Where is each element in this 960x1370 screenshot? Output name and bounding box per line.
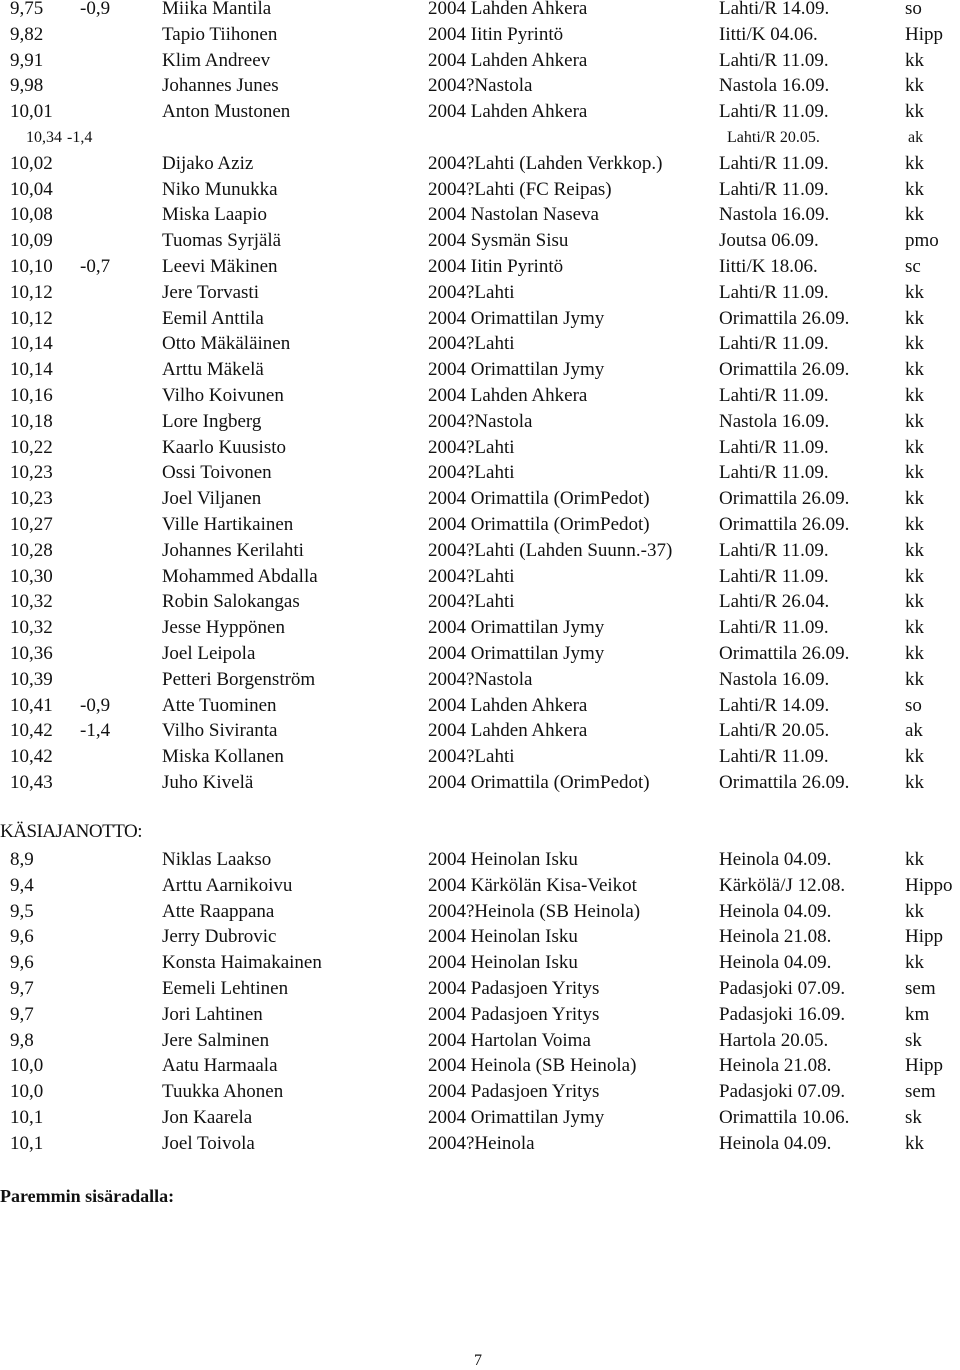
competition-code: sem xyxy=(905,977,936,999)
competition-code: sc xyxy=(905,255,921,277)
athlete-name: Atte Tuominen xyxy=(162,694,277,716)
club-cell: 2004 Heinolan Isku xyxy=(428,849,578,870)
result-cell: 10,42 xyxy=(10,720,53,742)
competition-code: sem xyxy=(905,1081,936,1103)
athlete-name: Otto Mäkäläinen xyxy=(162,333,291,355)
club-cell: 2004 Kärkölän Kisa-Veikot xyxy=(428,874,637,896)
venue-date: Padasjoki 07.09. xyxy=(719,977,846,999)
club-cell: 2004 Orimattilan Jymy xyxy=(428,359,605,381)
venue-date: Lahti/R 11.09. xyxy=(719,565,829,587)
wind-cell: -0,9 xyxy=(80,694,111,716)
competition-code: kk xyxy=(905,410,924,432)
table-row xyxy=(0,460,960,486)
table-row xyxy=(0,1002,960,1028)
table-row xyxy=(0,331,960,357)
club-cell: 2004?Nastola xyxy=(428,410,533,432)
result-cell: 10,32 xyxy=(10,591,53,613)
venue-date: Lahti/R 11.09. xyxy=(719,746,829,768)
club-cell: 2004?Lahti xyxy=(428,591,515,613)
club-cell: 2004 Padasjoen Yritys xyxy=(428,1003,600,1025)
wind-cell: -0,7 xyxy=(80,255,111,277)
result-cell: 10,34 xyxy=(26,128,62,146)
sub-heading-indoor: Paremmin sisäradalla: xyxy=(0,1186,175,1206)
competition-code: Hipp xyxy=(905,1055,943,1077)
table-row xyxy=(0,22,960,48)
result-cell: 10,01 xyxy=(10,101,53,123)
club-cell: 2004 Orimattilan Jymy xyxy=(428,1106,605,1128)
athlete-name: Petteri Borgenström xyxy=(162,668,316,690)
table-row xyxy=(0,73,960,99)
result-cell: 10,12 xyxy=(10,307,53,329)
club-cell: 2004?Lahti (FC Reipas) xyxy=(428,178,612,200)
athlete-name: Juho Kivelä xyxy=(162,771,254,793)
venue-date: Lahti/R 11.09. xyxy=(719,617,829,639)
result-cell: 10,14 xyxy=(10,333,53,355)
results-table-hand-timing xyxy=(0,847,960,1157)
venue-date: Lahti/R 14.09. xyxy=(719,0,830,19)
table-row xyxy=(0,641,960,667)
competition-code: kk xyxy=(905,178,924,200)
competition-code: kk xyxy=(905,617,924,639)
competition-code: kk xyxy=(905,1132,924,1154)
venue-date: Orimattila 26.09. xyxy=(719,642,850,664)
competition-code: kk xyxy=(905,668,924,690)
competition-code: kk xyxy=(905,281,924,303)
club-cell: 2004?Lahti xyxy=(428,746,515,768)
result-cell: 9,7 xyxy=(10,1003,34,1025)
result-cell: 10,23 xyxy=(10,462,53,484)
venue-date: Lahti/R 11.09. xyxy=(719,462,829,484)
club-cell: 2004 Heinolan Isku xyxy=(428,952,578,974)
wind-cell: -1,4 xyxy=(80,720,111,742)
athlete-name: Tapio Tiihonen xyxy=(162,23,278,45)
competition-code: kk xyxy=(905,75,924,97)
club-cell: 2004 Orimattila (OrimPedot) xyxy=(428,771,650,793)
result-cell: 9,98 xyxy=(10,75,44,97)
venue-date: Lahti/R 26.04. xyxy=(719,591,830,613)
athlete-name: Arttu Mäkelä xyxy=(162,359,264,381)
table-row xyxy=(0,950,960,976)
venue-date: Kärkölä/J 12.08. xyxy=(719,874,846,896)
competition-code: Hippo xyxy=(905,874,953,896)
wind-cell: -0,9 xyxy=(80,0,111,19)
club-cell: 2004 Lahden Ahkera xyxy=(428,101,588,123)
club-cell: 2004?Lahti xyxy=(428,281,515,303)
athlete-name: Aatu Harmaala xyxy=(162,1055,278,1077)
table-row xyxy=(0,1131,960,1157)
table-row xyxy=(0,976,960,1002)
athlete-name: Jere Torvasti xyxy=(162,281,259,303)
club-cell: 2004 Orimattila (OrimPedot) xyxy=(428,513,650,535)
athlete-name: Jesse Hyppönen xyxy=(162,617,285,639)
venue-date: Iitti/K 18.06. xyxy=(719,255,818,277)
table-row xyxy=(0,409,960,435)
club-cell: 2004 Orimattila (OrimPedot) xyxy=(428,488,650,510)
table-row xyxy=(0,228,960,254)
result-cell: 10,16 xyxy=(10,384,53,406)
table-row xyxy=(0,486,960,512)
club-cell: 2004 Lahden Ahkera xyxy=(428,694,588,716)
competition-code: so xyxy=(905,0,922,19)
result-cell: 9,5 xyxy=(10,900,34,922)
table-row xyxy=(0,770,960,796)
competition-code: km xyxy=(905,1003,930,1025)
competition-code: sk xyxy=(905,1106,922,1128)
result-cell: 9,6 xyxy=(10,952,34,974)
competition-code: kk xyxy=(905,333,924,355)
athlete-name: Tuukka Ahonen xyxy=(162,1081,284,1103)
competition-code: kk xyxy=(905,436,924,458)
table-row xyxy=(0,177,960,203)
table-row xyxy=(0,847,960,873)
competition-code: kk xyxy=(905,642,924,664)
club-cell: 2004 Padasjoen Yritys xyxy=(428,1081,600,1103)
athlete-name: Klim Andreev xyxy=(162,49,271,71)
club-cell: 2004 Lahden Ahkera xyxy=(428,49,588,71)
table-row xyxy=(0,615,960,641)
athlete-name: Johannes Junes xyxy=(162,75,279,97)
result-cell: 10,32 xyxy=(10,617,53,639)
club-cell: 2004 Heinola (SB Heinola) xyxy=(428,1055,637,1077)
competition-code: sk xyxy=(905,1029,922,1051)
table-row xyxy=(0,924,960,950)
athlete-name: Vilho Siviranta xyxy=(162,720,278,742)
venue-date: Orimattila 10.06. xyxy=(719,1106,850,1128)
result-cell: 8,9 xyxy=(10,849,34,870)
table-row xyxy=(0,202,960,228)
athlete-name: Leevi Mäkinen xyxy=(162,255,278,277)
club-cell: 2004 Padasjoen Yritys xyxy=(428,977,600,999)
venue-date: Lahti/R 11.09. xyxy=(719,436,829,458)
result-cell: 9,75 xyxy=(10,0,44,19)
athlete-name: Anton Mustonen xyxy=(162,101,291,123)
venue-date: Lahti/R 11.09. xyxy=(719,49,829,71)
table-row xyxy=(0,99,960,125)
athlete-name: Konsta Haimakainen xyxy=(162,952,322,974)
athlete-name: Lore Ingberg xyxy=(162,410,262,432)
competition-code: kk xyxy=(905,307,924,329)
venue-date: Hartola 20.05. xyxy=(719,1029,829,1051)
table-row xyxy=(0,538,960,564)
athlete-name: Niklas Laakso xyxy=(162,849,272,870)
venue-date: Heinola 04.09. xyxy=(719,849,832,870)
club-cell: 2004?Heinola xyxy=(428,1132,535,1154)
competition-code: kk xyxy=(905,746,924,768)
result-cell: 10,0 xyxy=(10,1055,44,1077)
venue-date: Joutsa 06.09. xyxy=(719,230,819,252)
competition-code: kk xyxy=(905,384,924,406)
competition-code: kk xyxy=(905,952,924,974)
table-row xyxy=(0,873,960,899)
table-row xyxy=(0,254,960,280)
result-cell: 10,30 xyxy=(10,565,53,587)
result-cell: 10,08 xyxy=(10,204,53,226)
venue-date: Lahti/R 11.09. xyxy=(719,152,829,174)
result-cell: 10,1 xyxy=(10,1132,44,1154)
venue-date: Lahti/R 11.09. xyxy=(719,384,829,406)
club-cell: 2004?Lahti (Lahden Suunn.-37) xyxy=(428,539,673,561)
result-cell: 10,42 xyxy=(10,746,53,768)
result-cell: 10,39 xyxy=(10,668,53,690)
club-cell: 2004 Orimattilan Jymy xyxy=(428,642,605,664)
table-row xyxy=(0,718,960,744)
club-cell: 2004?Lahti xyxy=(428,462,515,484)
club-cell: 2004?Nastola xyxy=(428,75,533,97)
result-cell: 10,14 xyxy=(10,359,53,381)
athlete-name: Niko Munukka xyxy=(162,178,278,200)
venue-date: Iitti/K 04.06. xyxy=(719,23,818,45)
competition-code: Hipp xyxy=(905,926,943,948)
section-title-hand-timing: KÄSIAJANOTTO: xyxy=(0,821,142,842)
result-cell: 10,36 xyxy=(10,642,53,664)
result-cell: 9,4 xyxy=(10,874,34,896)
athlete-name: Ossi Toivonen xyxy=(162,462,272,484)
result-cell: 10,27 xyxy=(10,513,53,535)
wind-cell: -1,4 xyxy=(67,128,93,146)
athlete-name: Jerry Dubrovic xyxy=(162,926,277,948)
club-cell: 2004 Iitin Pyrintö xyxy=(428,255,564,277)
competition-code: kk xyxy=(905,849,924,870)
club-cell: 2004 Nastolan Naseva xyxy=(428,204,599,226)
athlete-name: Miika Mantila xyxy=(162,0,272,19)
venue-date: Orimattila 26.09. xyxy=(719,771,850,793)
result-cell: 10,04 xyxy=(10,178,53,200)
club-cell: 2004 Orimattilan Jymy xyxy=(428,307,605,329)
table-row xyxy=(0,744,960,770)
venue-date: Lahti/R 11.09. xyxy=(719,101,829,123)
club-cell: 2004 Orimattilan Jymy xyxy=(428,617,605,639)
athlete-name: Kaarlo Kuusisto xyxy=(162,436,287,458)
competition-code: kk xyxy=(905,49,924,71)
result-cell: 10,1 xyxy=(10,1106,44,1128)
athlete-name: Johannes Kerilahti xyxy=(162,539,304,561)
competition-code: kk xyxy=(905,565,924,587)
athlete-name: Tuomas Syrjälä xyxy=(162,230,282,252)
club-cell: 2004 Iitin Pyrintö xyxy=(428,23,564,45)
venue-date: Orimattila 26.09. xyxy=(719,359,850,381)
venue-date: Nastola 16.09. xyxy=(719,410,830,432)
venue-date: Heinola 04.09. xyxy=(719,952,832,974)
club-cell: 2004 Lahden Ahkera xyxy=(428,384,588,406)
table-row xyxy=(0,1079,960,1105)
venue-date: Lahti/R 11.09. xyxy=(719,539,829,561)
competition-code: Hipp xyxy=(905,23,943,45)
competition-code: kk xyxy=(905,539,924,561)
competition-code: kk xyxy=(905,462,924,484)
venue-date: Heinola 04.09. xyxy=(719,1132,832,1154)
competition-code: kk xyxy=(905,359,924,381)
result-cell: 10,09 xyxy=(10,230,53,252)
competition-code: pmo xyxy=(905,230,939,252)
result-cell: 10,10 xyxy=(10,255,53,277)
result-cell: 9,8 xyxy=(10,1029,34,1051)
club-cell: 2004 Sysmän Sisu xyxy=(428,230,569,252)
athlete-name: Eemeli Lehtinen xyxy=(162,977,289,999)
venue-date: Lahti/R 11.09. xyxy=(719,333,829,355)
athlete-name: Jon Kaarela xyxy=(162,1106,253,1128)
club-cell: 2004?Lahti xyxy=(428,333,515,355)
result-cell: 10,43 xyxy=(10,771,53,793)
venue-date: Orimattila 26.09. xyxy=(719,488,850,510)
competition-code: kk xyxy=(905,591,924,613)
result-cell: 10,12 xyxy=(10,281,53,303)
result-cell: 10,02 xyxy=(10,152,53,174)
venue-date: Nastola 16.09. xyxy=(719,204,830,226)
athlete-name: Atte Raappana xyxy=(162,900,275,922)
result-cell: 10,41 xyxy=(10,694,53,716)
venue-date: Orimattila 26.09. xyxy=(719,513,850,535)
venue-date: Orimattila 26.09. xyxy=(719,307,850,329)
table-row xyxy=(0,306,960,332)
athlete-name: Jori Lahtinen xyxy=(162,1003,263,1025)
club-cell: 2004 Lahden Ahkera xyxy=(428,720,588,742)
athlete-name: Mohammed Abdalla xyxy=(162,565,318,587)
result-cell: 10,22 xyxy=(10,436,53,458)
result-cell: 10,28 xyxy=(10,539,53,561)
venue-date: Lahti/R 11.09. xyxy=(719,178,829,200)
table-row xyxy=(0,280,960,306)
club-cell: 2004 Heinolan Isku xyxy=(428,926,578,948)
competition-code: so xyxy=(905,694,922,716)
competition-code: ak xyxy=(908,128,924,146)
athlete-name: Dijako Aziz xyxy=(162,152,254,174)
club-cell: 2004?Nastola xyxy=(428,668,533,690)
venue-date: Heinola 21.08. xyxy=(719,926,832,948)
venue-date: Padasjoki 07.09. xyxy=(719,1081,846,1103)
venue-date: Lahti/R 20.05. xyxy=(727,128,820,146)
venue-date: Lahti/R 20.05. xyxy=(719,720,830,742)
athlete-name: Eemil Anttila xyxy=(162,307,264,329)
venue-date: Padasjoki 16.09. xyxy=(719,1003,846,1025)
club-cell: 2004 Lahden Ahkera xyxy=(428,0,588,19)
result-cell: 10,0 xyxy=(10,1081,44,1103)
club-cell: 2004 Hartolan Voima xyxy=(428,1029,591,1051)
competition-code: kk xyxy=(905,513,924,535)
table-row xyxy=(0,693,960,719)
venue-date: Lahti/R 11.09. xyxy=(719,281,829,303)
club-cell: 2004?Lahti xyxy=(428,565,515,587)
table-row xyxy=(0,589,960,615)
result-cell: 10,23 xyxy=(10,488,53,510)
athlete-name: Miska Laapio xyxy=(162,204,268,226)
athlete-name: Joel Viljanen xyxy=(162,488,262,510)
table-row xyxy=(0,151,960,177)
table-row xyxy=(0,512,960,538)
table-row xyxy=(0,125,960,151)
venue-date: Lahti/R 14.09. xyxy=(719,694,830,716)
venue-date: Nastola 16.09. xyxy=(719,668,830,690)
table-row xyxy=(0,357,960,383)
result-cell: 9,82 xyxy=(10,23,44,45)
athlete-name: Arttu Aarnikoivu xyxy=(162,874,293,896)
venue-date: Nastola 16.09. xyxy=(719,75,830,97)
result-cell: 9,6 xyxy=(10,926,34,948)
table-row xyxy=(0,1028,960,1054)
competition-code: ak xyxy=(905,720,923,742)
athlete-name: Joel Toivola xyxy=(162,1132,255,1154)
competition-code: kk xyxy=(905,771,924,793)
table-row xyxy=(0,899,960,925)
club-cell: 2004?Heinola (SB Heinola) xyxy=(428,900,641,922)
competition-code: kk xyxy=(905,488,924,510)
competition-code: kk xyxy=(905,204,924,226)
table-row xyxy=(0,1053,960,1079)
competition-code: kk xyxy=(905,101,924,123)
club-cell: 2004?Lahti (Lahden Verkkop.) xyxy=(428,152,663,174)
venue-date: Heinola 04.09. xyxy=(719,900,832,922)
athlete-name: Joel Leipola xyxy=(162,642,256,664)
table-row xyxy=(0,435,960,461)
table-row xyxy=(0,383,960,409)
athlete-name: Miska Kollanen xyxy=(162,746,284,768)
athlete-name: Jere Salminen xyxy=(162,1029,270,1051)
competition-code: kk xyxy=(905,900,924,922)
athlete-name: Ville Hartikainen xyxy=(162,513,294,535)
athlete-name: Vilho Koivunen xyxy=(162,384,284,406)
athlete-name: Robin Salokangas xyxy=(162,591,300,613)
result-cell: 10,18 xyxy=(10,410,53,432)
venue-date: Heinola 21.08. xyxy=(719,1055,832,1077)
table-row xyxy=(0,0,960,22)
club-cell: 2004?Lahti xyxy=(428,436,515,458)
table-row xyxy=(0,564,960,590)
result-cell: 9,7 xyxy=(10,977,34,999)
page-number: 7 xyxy=(474,1352,482,1369)
table-row xyxy=(0,48,960,74)
table-row xyxy=(0,667,960,693)
competition-code: kk xyxy=(905,152,924,174)
table-row xyxy=(0,1105,960,1131)
result-cell: 9,91 xyxy=(10,49,44,71)
